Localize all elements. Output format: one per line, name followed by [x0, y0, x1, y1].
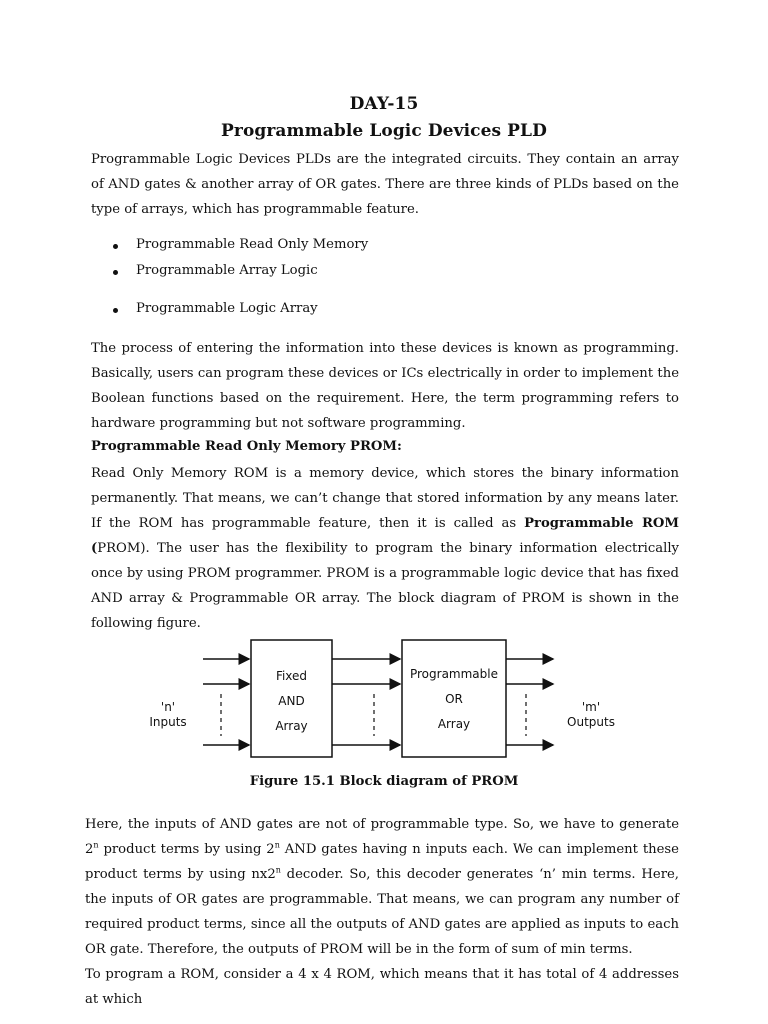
inputs-text-3: AND gates having n inputs each. We can implement these product terms by using nx2 [85, 842, 679, 882]
prom-text-part2: PROM). The user has the flexibility to program the binary information electrically once by using PROM programmer. PROM is a programmable logic device that has fixed AND array & Programmable OR array. The block diagram of PROM is shown in the following figure. [91, 541, 679, 631]
inputs-n-label: 'n' [160, 700, 176, 714]
inputs-text-2: product terms by using 2 [98, 842, 275, 857]
inputs-text-4: decoder. So, this decoder generates ‘n’ min terms. Here, the inputs of OR gates are programmable. That means, we can program any number of required product terms, since all the outputs of AND gates are applied as inputs to each OR gate. Therefore, the outputs of PROM will be in the form of sum of min terms. [85, 867, 679, 957]
and-block-line3: Array [275, 719, 308, 733]
or-block-line1: Programmable [409, 667, 498, 681]
figure-caption: Figure 15.1 Block diagram of PROM [249, 774, 519, 789]
inputs-sup-1: n [93, 840, 99, 850]
and-block-line1: Fixed [275, 669, 308, 683]
prom-heading: Programmable Read Only Memory PROM: [91, 439, 402, 454]
bullet-icon [113, 308, 118, 313]
outputs-m-label: 'm' [581, 700, 601, 714]
inputs-paragraph [85, 812, 679, 962]
bullet-icon [113, 244, 118, 249]
day-title: DAY-15 [349, 94, 419, 114]
or-block-label [402, 662, 506, 737]
list-item-text: Programmable Logic Array [136, 301, 318, 316]
bullet-icon [113, 270, 118, 275]
prom-text-part1: Read Only Memory ROM is a memory device, which stores the binary information permanently. That means, we can’t change that stored information by any means later. If the ROM has programmable feature, then it is called as [91, 466, 679, 531]
inputs-sup-2: n [274, 840, 280, 850]
outputs-text-label: Outputs [567, 715, 615, 729]
prom-paragraph [91, 461, 679, 636]
or-block-line3: Array [437, 717, 471, 731]
page-title: Programmable Logic Devices PLD [221, 121, 547, 141]
and-block-label [251, 664, 332, 739]
outputs-label [560, 700, 622, 730]
inputs-label [140, 700, 196, 730]
and-block-line2: AND [278, 694, 305, 708]
list-item-text: Programmable Array Logic [136, 263, 318, 278]
inputs-text-label: Inputs [149, 715, 187, 729]
intro-paragraph: Programmable Logic Devices PLDs are the integrated circuits. They contain an array of AND gates & another array of OR gates. There are three kinds of PLDs based on the type of arrays, which has programmable feature. [91, 152, 679, 217]
rom-paragraph: To program a ROM, consider a 4 x 4 ROM, which means that it has total of 4 addresses at which [85, 967, 679, 1007]
prom-diagram-svg [140, 634, 630, 764]
list-item-text: Programmable Read Only Memory [136, 237, 369, 252]
or-block-line2: OR [445, 692, 463, 706]
programming-paragraph: The process of entering the information into these devices is known as programming. Basically, users can program these devices or ICs electrically in order to implement the Boolean functions based on the requirement. Here, the term programming refers to hardware programming but not software programming. [91, 341, 679, 431]
inputs-sup-3: n [275, 865, 281, 875]
inputs-text-1: Here, the inputs of AND gates are not of programmable type. So, we have to generate 2 [85, 817, 679, 857]
prom-block-diagram [140, 634, 630, 764]
prom-text-bold: Programmable ROM ( [91, 516, 679, 556]
